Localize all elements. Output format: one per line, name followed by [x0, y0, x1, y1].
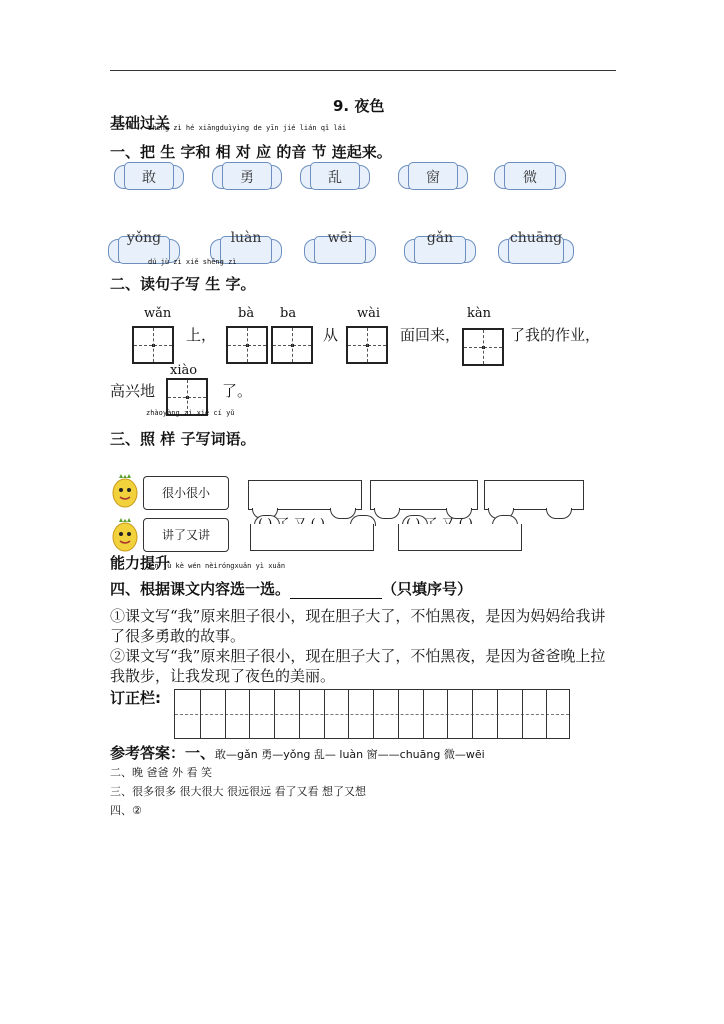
q4-heading-text: 四、根据课文内容选一选。 [110, 580, 291, 598]
section-ability-label: 能力提升 [110, 554, 171, 572]
answers-a1-prefix: 一、 [185, 744, 216, 762]
q3-pinyin: zhàoyàng zi xiě cí yǔ [146, 409, 235, 417]
pinyin-label: gǎn [426, 230, 454, 246]
char-candy[interactable] [212, 162, 282, 190]
answers-a1: 敢—gǎn 勇—yǒng 乱— luàn 窗——chuāng 微—wēi [215, 748, 485, 761]
example-box [143, 476, 229, 510]
writing-grid[interactable] [346, 326, 388, 364]
pinyin-kan: kàn [467, 306, 492, 321]
section-basic-pinyin: shēng zì hé xiāngduìyìng de yīn jié lián qǐ lái [148, 124, 347, 132]
char-candy[interactable] [114, 162, 184, 190]
pinyin-wai: wài [357, 306, 381, 321]
correction-label: 订正栏: [110, 689, 161, 707]
answers-label: 参考答案： [110, 744, 186, 762]
q2-pinyin: dú jù zi xiě shēng zì [148, 258, 237, 266]
example-text: 很小很小 [161, 486, 210, 500]
pinyin-candy[interactable] [404, 230, 476, 264]
header-rule [110, 70, 616, 71]
pinyin-ba1: bà [238, 306, 255, 321]
q4-answer-note: （只填序号） [382, 580, 473, 598]
tray-tab [374, 508, 400, 519]
q4-option-1: ①课文写“我”原来胆子很小，现在胆子大了，不怕黑夜，是因为妈妈给我讲了很多勇敢的故事。 [110, 607, 606, 645]
char-candy[interactable] [494, 162, 566, 190]
char-candy[interactable] [398, 162, 468, 190]
pinyin-candy[interactable] [304, 230, 376, 264]
section-ability-pinyin: gēn jù kè wén nèiróngxuǎn yì xuǎn [146, 562, 286, 570]
answers-a4: 四、② [110, 804, 142, 817]
answer-tray[interactable] [250, 524, 374, 551]
q3-heading: 三、照 样 子写词语。 [110, 430, 256, 448]
writing-grid[interactable] [226, 326, 268, 364]
char-label: 窗 [426, 170, 440, 186]
q4-option-2: ②课文写“我”原来胆子很小，现在胆子大了，不怕黑夜，是因为爸爸晚上拉我散步，让我发现了夜色的美丽。 [110, 647, 606, 685]
text-gaoxing: 高兴地 [110, 382, 156, 400]
answer-tray[interactable] [398, 524, 522, 551]
example-text: 讲了又讲 [161, 528, 210, 542]
writing-grid[interactable] [132, 326, 174, 364]
text-cong: 从 [323, 326, 339, 344]
example-box [143, 518, 229, 552]
pinyin-ba2: ba [280, 306, 297, 321]
answer-blank[interactable] [290, 584, 382, 599]
text-le-zuoye: 了我的作业， [510, 326, 601, 344]
char-label: 勇 [240, 170, 254, 186]
writing-grid[interactable] [271, 326, 313, 364]
answers-line-1 [110, 742, 485, 763]
answers-a2: 二、晚 爸爸 外 看 笑 [110, 766, 212, 779]
lesson-title: 9. 夜色 [333, 97, 385, 115]
tray-tab [546, 508, 572, 519]
answer-tray[interactable] [484, 480, 584, 510]
char-label: 乱 [328, 170, 342, 186]
mango-mascot-icon [110, 518, 140, 552]
text-shang: 上， [186, 326, 217, 344]
section-basic-label: 基础过关 [110, 114, 171, 132]
pinyin-candy[interactable] [498, 230, 574, 264]
answers-a3: 三、很多很多 很大很大 很远很远 看了又看 想了又想 [110, 785, 366, 798]
correction-grid[interactable] [174, 689, 570, 739]
pinyin-wan: wǎn [144, 306, 172, 321]
char-label: 敢 [142, 170, 156, 186]
char-label: 微 [523, 170, 537, 186]
answer-tray[interactable] [248, 480, 362, 510]
char-candy[interactable] [300, 162, 370, 190]
answer-tray[interactable] [370, 480, 478, 510]
pinyin-label: yǒng [126, 230, 162, 246]
writing-grid[interactable] [462, 328, 504, 366]
q1-heading: 一、把 生 字和 相 对 应 的音 节 连起来。 [110, 143, 392, 161]
text-mian: 面回来， [400, 326, 461, 344]
mango-mascot-icon [110, 474, 140, 508]
q4-heading [110, 578, 472, 599]
pinyin-label: wēi [327, 230, 353, 246]
pinyin-label: luàn [230, 230, 262, 246]
pinyin-xiao: xiào [170, 363, 198, 378]
q2-heading: 二、读句子写 生 字。 [110, 275, 256, 293]
text-le: 了。 [222, 382, 253, 400]
pinyin-label: chuāng [509, 230, 563, 246]
